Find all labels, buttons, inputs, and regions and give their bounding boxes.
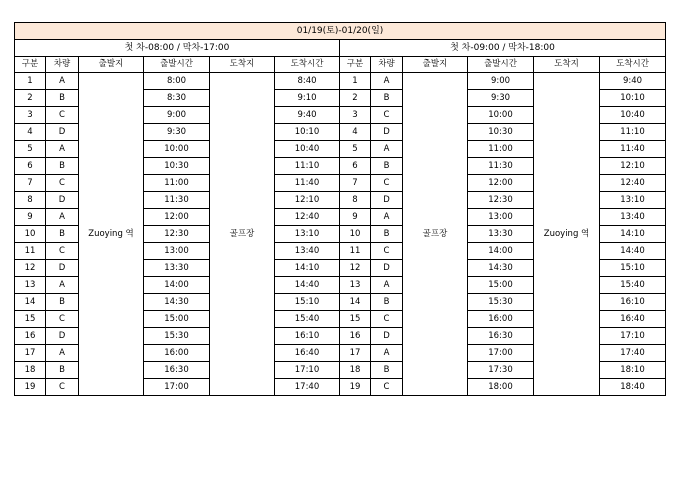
- vehicle: A: [371, 277, 403, 294]
- arrival-time: 16:10: [600, 294, 666, 311]
- column-header: 출발시간: [144, 57, 210, 73]
- arrival-time: 12:10: [275, 192, 340, 209]
- row-number: 13: [340, 277, 371, 294]
- row-number: 15: [15, 311, 46, 328]
- arrival-time: 15:40: [275, 311, 340, 328]
- departure-time: 11:30: [468, 158, 534, 175]
- departure-time: 11:30: [144, 192, 210, 209]
- row-number: 18: [340, 362, 371, 379]
- arrival-time: 11:10: [275, 158, 340, 175]
- departure-time: 17:00: [468, 345, 534, 362]
- row-number: 12: [15, 260, 46, 277]
- departure-time: 16:30: [144, 362, 210, 379]
- arrival-time: 14:10: [275, 260, 340, 277]
- row-number: 12: [340, 260, 371, 277]
- vehicle: B: [46, 294, 79, 311]
- shuttle-schedule-table: [14, 22, 666, 396]
- column-header: 출발지: [403, 57, 468, 73]
- vehicle: D: [46, 124, 79, 141]
- departure-time: 12:00: [468, 175, 534, 192]
- row-number: 10: [340, 226, 371, 243]
- row-number: 9: [340, 209, 371, 226]
- row-number: 16: [340, 328, 371, 345]
- row-number: 11: [15, 243, 46, 260]
- row-number: 2: [340, 90, 371, 107]
- vehicle: D: [46, 260, 79, 277]
- vehicle: B: [371, 90, 403, 107]
- arrival-time: 8:40: [275, 73, 340, 90]
- departure-time: 9:00: [144, 107, 210, 124]
- vehicle: A: [46, 141, 79, 158]
- vehicle: B: [46, 362, 79, 379]
- arrival-time: 12:40: [275, 209, 340, 226]
- row-number: 19: [15, 379, 46, 396]
- arrival-time: 13:10: [275, 226, 340, 243]
- row-number: 15: [340, 311, 371, 328]
- vehicle: C: [371, 243, 403, 260]
- arrival-time: 10:10: [275, 124, 340, 141]
- departure-time: 16:00: [144, 345, 210, 362]
- arrival-time: 12:10: [600, 158, 666, 175]
- column-header: 출발시간: [468, 57, 534, 73]
- arrival-time: 16:10: [275, 328, 340, 345]
- departure-time: 17:00: [144, 379, 210, 396]
- vehicle: C: [371, 379, 403, 396]
- column-header: 도착지: [210, 57, 275, 73]
- vehicle: B: [46, 226, 79, 243]
- vehicle: C: [46, 175, 79, 192]
- vehicle: A: [371, 209, 403, 226]
- row-number: 5: [15, 141, 46, 158]
- arrival-time: 18:40: [600, 379, 666, 396]
- vehicle: B: [371, 226, 403, 243]
- arrival-time: 13:40: [600, 209, 666, 226]
- left-origin: Zuoying 역: [79, 73, 144, 396]
- row-number: 7: [15, 175, 46, 192]
- vehicle: A: [46, 345, 79, 362]
- left-destination: 골프장: [210, 73, 275, 396]
- row-number: 11: [340, 243, 371, 260]
- row-number: 8: [15, 192, 46, 209]
- departure-time: 11:00: [144, 175, 210, 192]
- row-number: 13: [15, 277, 46, 294]
- departure-time: 10:30: [468, 124, 534, 141]
- row-number: 5: [340, 141, 371, 158]
- column-header: 출발지: [79, 57, 144, 73]
- arrival-time: 9:40: [275, 107, 340, 124]
- arrival-time: 10:40: [275, 141, 340, 158]
- departure-time: 13:30: [144, 260, 210, 277]
- vehicle: A: [371, 345, 403, 362]
- vehicle: D: [46, 192, 79, 209]
- vehicle: C: [46, 243, 79, 260]
- table-row: [15, 73, 666, 90]
- vehicle: D: [371, 192, 403, 209]
- row-number: 2: [15, 90, 46, 107]
- departure-time: 18:00: [468, 379, 534, 396]
- departure-time: 14:00: [468, 243, 534, 260]
- departure-time: 8:00: [144, 73, 210, 90]
- vehicle: C: [46, 379, 79, 396]
- arrival-time: 10:10: [600, 90, 666, 107]
- vehicle: C: [46, 311, 79, 328]
- row-number: 17: [15, 345, 46, 362]
- row-number: 16: [15, 328, 46, 345]
- row-number: 3: [340, 107, 371, 124]
- departure-time: 15:00: [468, 277, 534, 294]
- arrival-time: 17:10: [275, 362, 340, 379]
- departure-time: 9:30: [144, 124, 210, 141]
- vehicle: D: [46, 328, 79, 345]
- vehicle: B: [371, 294, 403, 311]
- arrival-time: 15:10: [600, 260, 666, 277]
- arrival-time: 12:40: [600, 175, 666, 192]
- row-number: 7: [340, 175, 371, 192]
- arrival-time: 18:10: [600, 362, 666, 379]
- vehicle: A: [46, 277, 79, 294]
- row-number: 6: [15, 158, 46, 175]
- row-number: 1: [15, 73, 46, 90]
- departure-time: 12:30: [468, 192, 534, 209]
- departure-time: 12:30: [144, 226, 210, 243]
- arrival-time: 9:40: [600, 73, 666, 90]
- row-number: 19: [340, 379, 371, 396]
- vehicle: B: [371, 158, 403, 175]
- vehicle: C: [46, 107, 79, 124]
- vehicle: B: [371, 362, 403, 379]
- left-section-header: 첫 차-08:00 / 막차-17:00: [15, 40, 340, 57]
- departure-time: 10:30: [144, 158, 210, 175]
- arrival-time: 11:40: [275, 175, 340, 192]
- departure-time: 15:30: [468, 294, 534, 311]
- arrival-time: 13:40: [275, 243, 340, 260]
- vehicle: B: [46, 158, 79, 175]
- row-number: 4: [340, 124, 371, 141]
- row-number: 17: [340, 345, 371, 362]
- row-number: 3: [15, 107, 46, 124]
- arrival-time: 16:40: [275, 345, 340, 362]
- vehicle: D: [371, 260, 403, 277]
- arrival-time: 9:10: [275, 90, 340, 107]
- vehicle: C: [371, 107, 403, 124]
- departure-time: 14:30: [468, 260, 534, 277]
- vehicle: A: [371, 141, 403, 158]
- arrival-time: 10:40: [600, 107, 666, 124]
- departure-time: 12:00: [144, 209, 210, 226]
- departure-time: 10:00: [144, 141, 210, 158]
- arrival-time: 14:10: [600, 226, 666, 243]
- vehicle: C: [371, 175, 403, 192]
- departure-time: 8:30: [144, 90, 210, 107]
- departure-time: 14:30: [144, 294, 210, 311]
- departure-time: 13:30: [468, 226, 534, 243]
- column-header: 도착시간: [275, 57, 340, 73]
- vehicle: A: [371, 73, 403, 90]
- schedule-date-title: 01/19(토)-01/20(일): [15, 23, 666, 40]
- departure-time: 17:30: [468, 362, 534, 379]
- row-number: 10: [15, 226, 46, 243]
- vehicle: D: [371, 124, 403, 141]
- right-destination: Zuoying 역: [534, 73, 600, 396]
- row-number: 14: [340, 294, 371, 311]
- departure-time: 10:00: [468, 107, 534, 124]
- arrival-time: 11:40: [600, 141, 666, 158]
- arrival-time: 15:10: [275, 294, 340, 311]
- departure-time: 13:00: [468, 209, 534, 226]
- departure-time: 15:30: [144, 328, 210, 345]
- departure-time: 16:00: [468, 311, 534, 328]
- arrival-time: 13:10: [600, 192, 666, 209]
- arrival-time: 15:40: [600, 277, 666, 294]
- vehicle: A: [46, 73, 79, 90]
- column-header: 구분: [15, 57, 46, 73]
- arrival-time: 17:40: [600, 345, 666, 362]
- arrival-time: 14:40: [600, 243, 666, 260]
- row-number: 1: [340, 73, 371, 90]
- departure-time: 11:00: [468, 141, 534, 158]
- column-header: 차량: [46, 57, 79, 73]
- vehicle: C: [371, 311, 403, 328]
- column-header: 구분: [340, 57, 371, 73]
- row-number: 14: [15, 294, 46, 311]
- departure-time: 14:00: [144, 277, 210, 294]
- right-origin: 골프장: [403, 73, 468, 396]
- arrival-time: 17:40: [275, 379, 340, 396]
- column-header: 차량: [371, 57, 403, 73]
- arrival-time: 14:40: [275, 277, 340, 294]
- vehicle: B: [46, 90, 79, 107]
- arrival-time: 16:40: [600, 311, 666, 328]
- row-number: 9: [15, 209, 46, 226]
- arrival-time: 17:10: [600, 328, 666, 345]
- column-header: 도착지: [534, 57, 600, 73]
- column-header: 도착시간: [600, 57, 666, 73]
- row-number: 6: [340, 158, 371, 175]
- departure-time: 9:30: [468, 90, 534, 107]
- departure-time: 15:00: [144, 311, 210, 328]
- departure-time: 16:30: [468, 328, 534, 345]
- arrival-time: 11:10: [600, 124, 666, 141]
- vehicle: A: [46, 209, 79, 226]
- departure-time: 9:00: [468, 73, 534, 90]
- departure-time: 13:00: [144, 243, 210, 260]
- vehicle: D: [371, 328, 403, 345]
- row-number: 8: [340, 192, 371, 209]
- right-section-header: 첫 차-09:00 / 막차-18:00: [340, 40, 666, 57]
- row-number: 4: [15, 124, 46, 141]
- row-number: 18: [15, 362, 46, 379]
